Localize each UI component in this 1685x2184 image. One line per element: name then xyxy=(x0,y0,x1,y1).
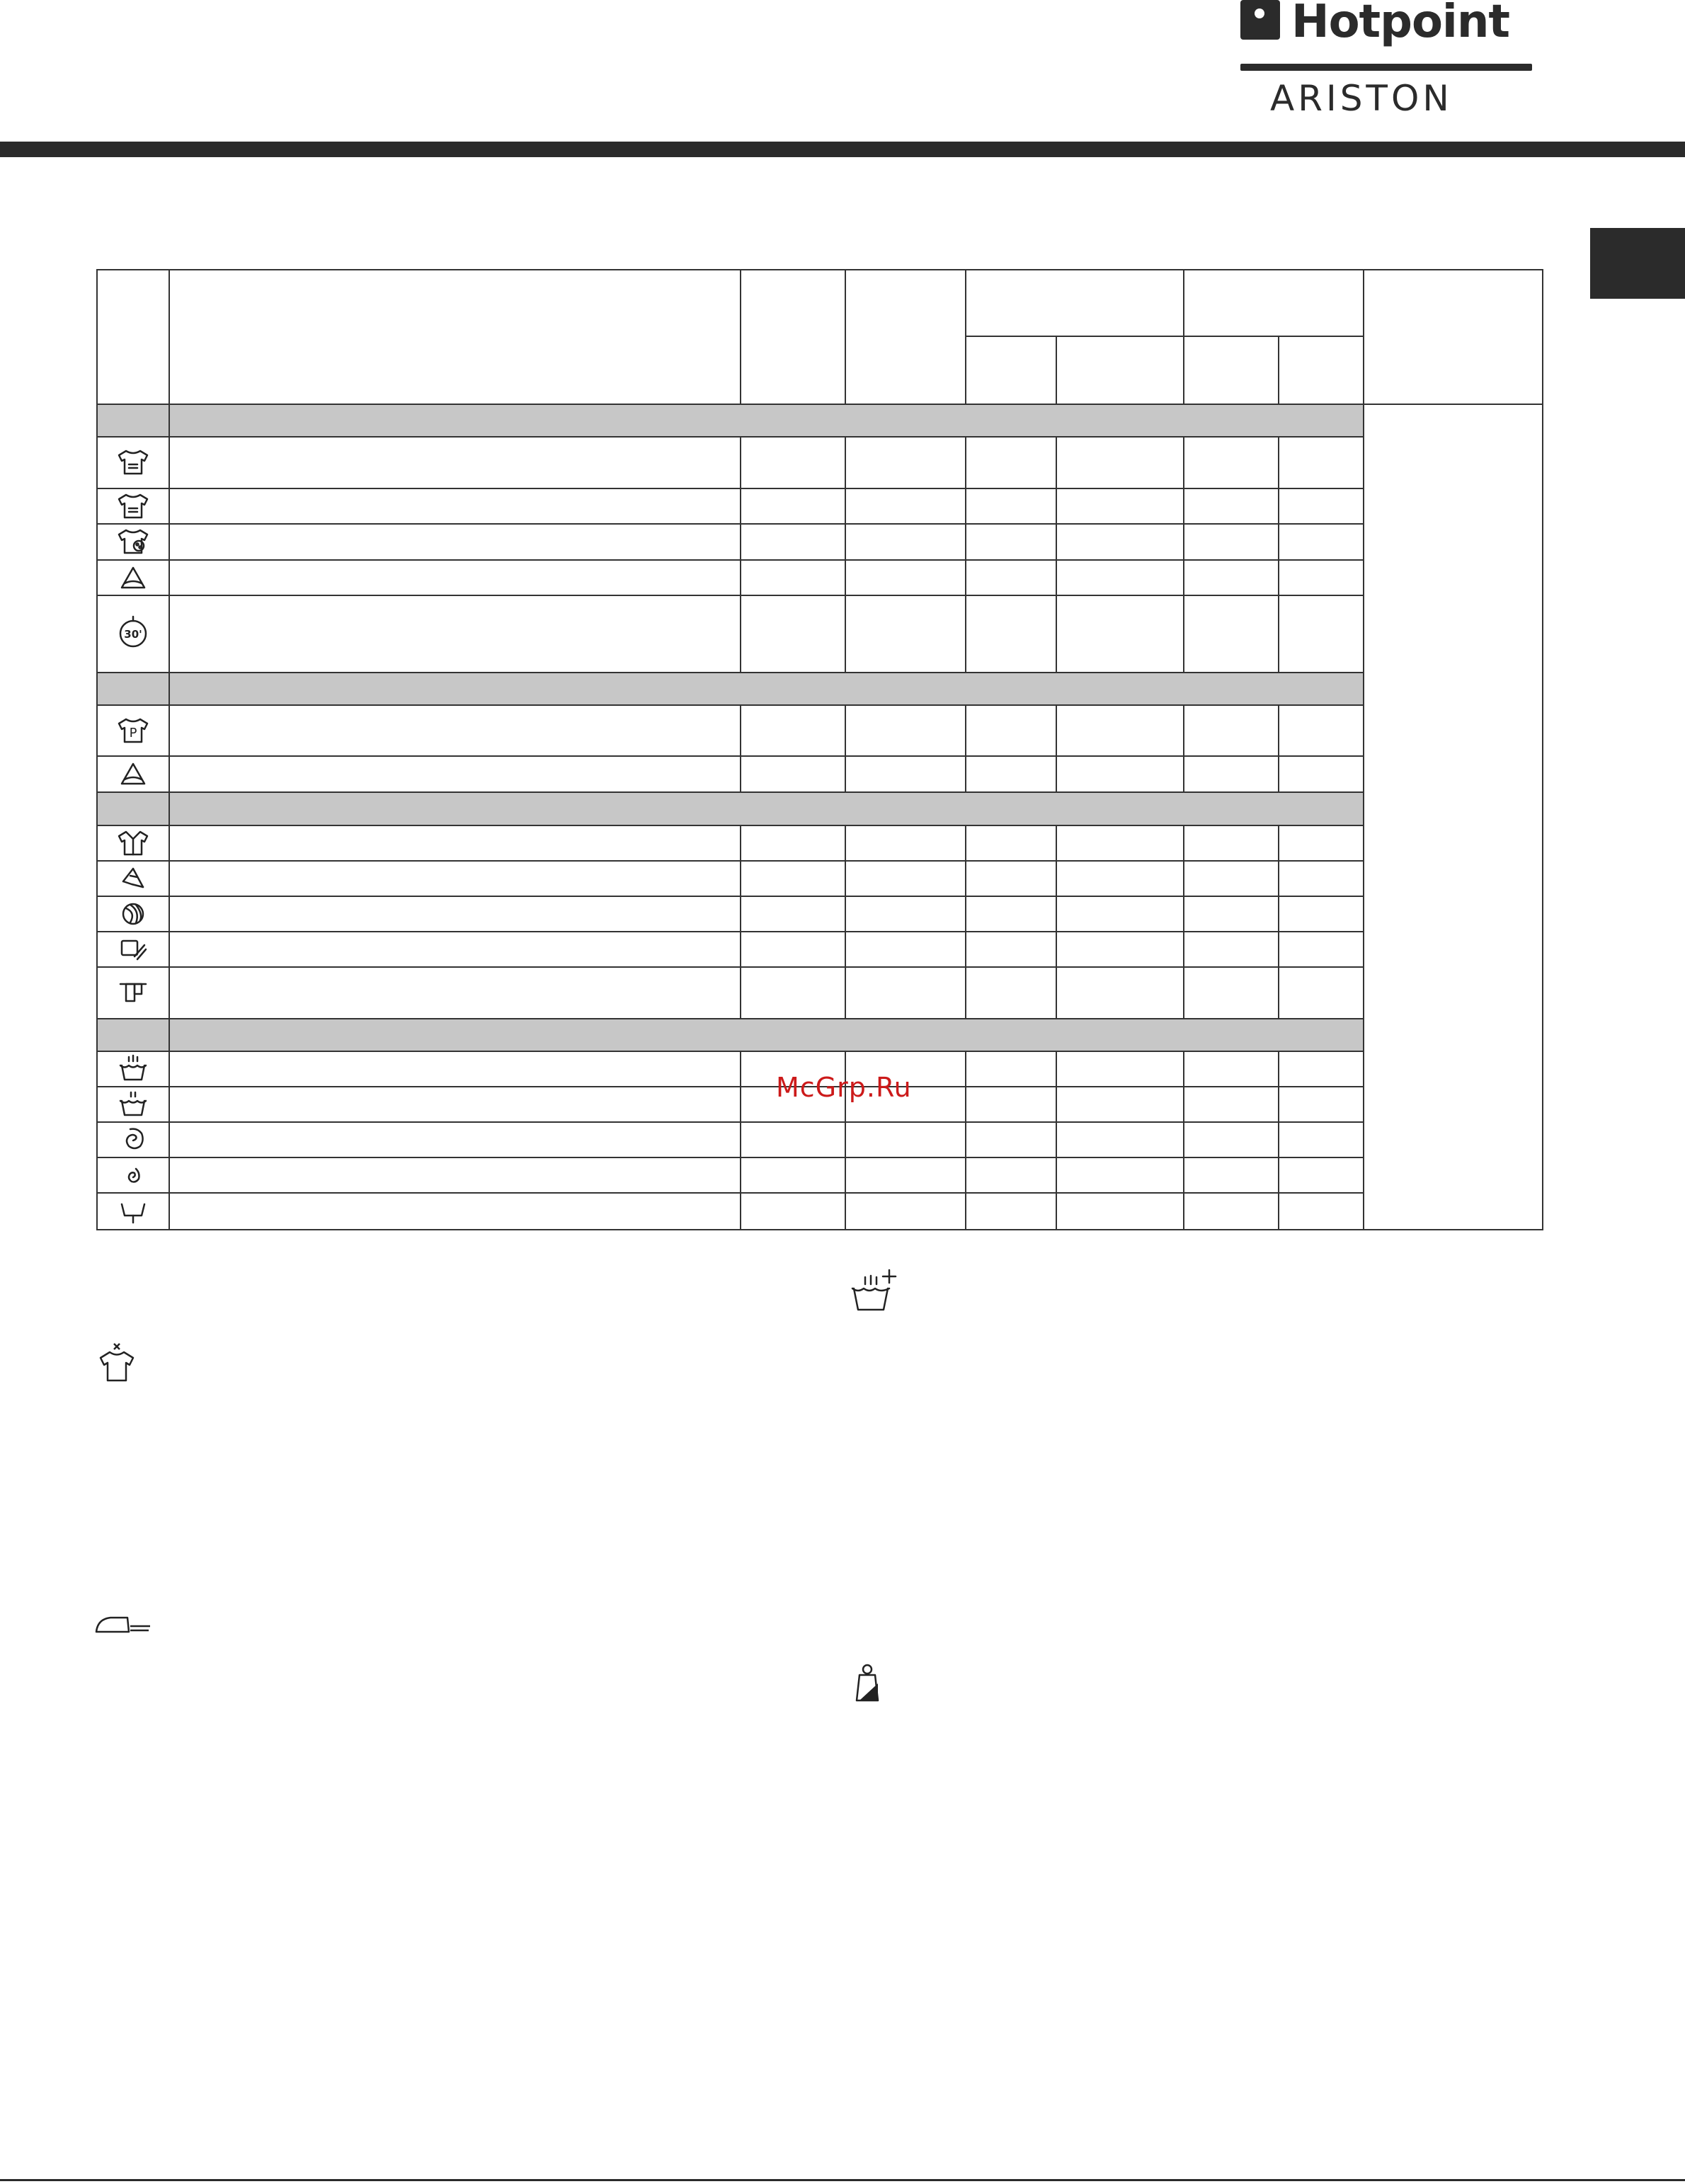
weight-icon xyxy=(850,1662,885,1705)
svg-text:30': 30' xyxy=(124,628,142,641)
shirt-p-icon xyxy=(119,719,147,742)
brand-divider xyxy=(1240,64,1532,71)
watermark-text: McGrp.Ru xyxy=(776,1072,912,1103)
extra-rinse-icon xyxy=(850,1267,906,1317)
footer-rule xyxy=(0,2179,1685,2181)
rinse-basin-icon xyxy=(120,1056,146,1080)
section-band-4 xyxy=(96,1019,1364,1051)
iron-icon xyxy=(92,1603,156,1639)
wool-icon xyxy=(123,904,143,924)
shirt-lines-icon xyxy=(119,451,147,474)
section-band-3 xyxy=(96,792,1364,825)
svg-text:P: P xyxy=(129,726,137,741)
delicate-triangle-icon xyxy=(122,764,144,784)
brand-name: Hotpoint xyxy=(1291,0,1509,48)
language-tab xyxy=(1590,228,1685,299)
rinse-basin-icon xyxy=(120,1092,146,1115)
sportswear-icon xyxy=(122,941,146,959)
section-band-2 xyxy=(96,673,1364,705)
spin-spiral-icon xyxy=(127,1129,143,1148)
section-band-1 xyxy=(96,404,1364,437)
shirt-lines-icon xyxy=(119,495,147,518)
shirt-collar-icon xyxy=(119,832,147,854)
shirt-cross-icon xyxy=(92,1338,142,1388)
brand-subname: ARISTON xyxy=(1270,78,1453,119)
delicate-triangle-icon xyxy=(122,568,144,588)
spin-spiral-small-icon xyxy=(129,1169,139,1182)
brand-square-icon xyxy=(1240,0,1280,40)
silk-icon xyxy=(123,869,143,887)
drain-icon xyxy=(122,1204,144,1223)
shirt-stains-icon xyxy=(119,530,147,553)
header-rule xyxy=(0,142,1685,157)
timer-30-icon xyxy=(120,617,146,646)
brand-logo xyxy=(1240,0,1532,120)
towel-icon xyxy=(120,984,146,1001)
